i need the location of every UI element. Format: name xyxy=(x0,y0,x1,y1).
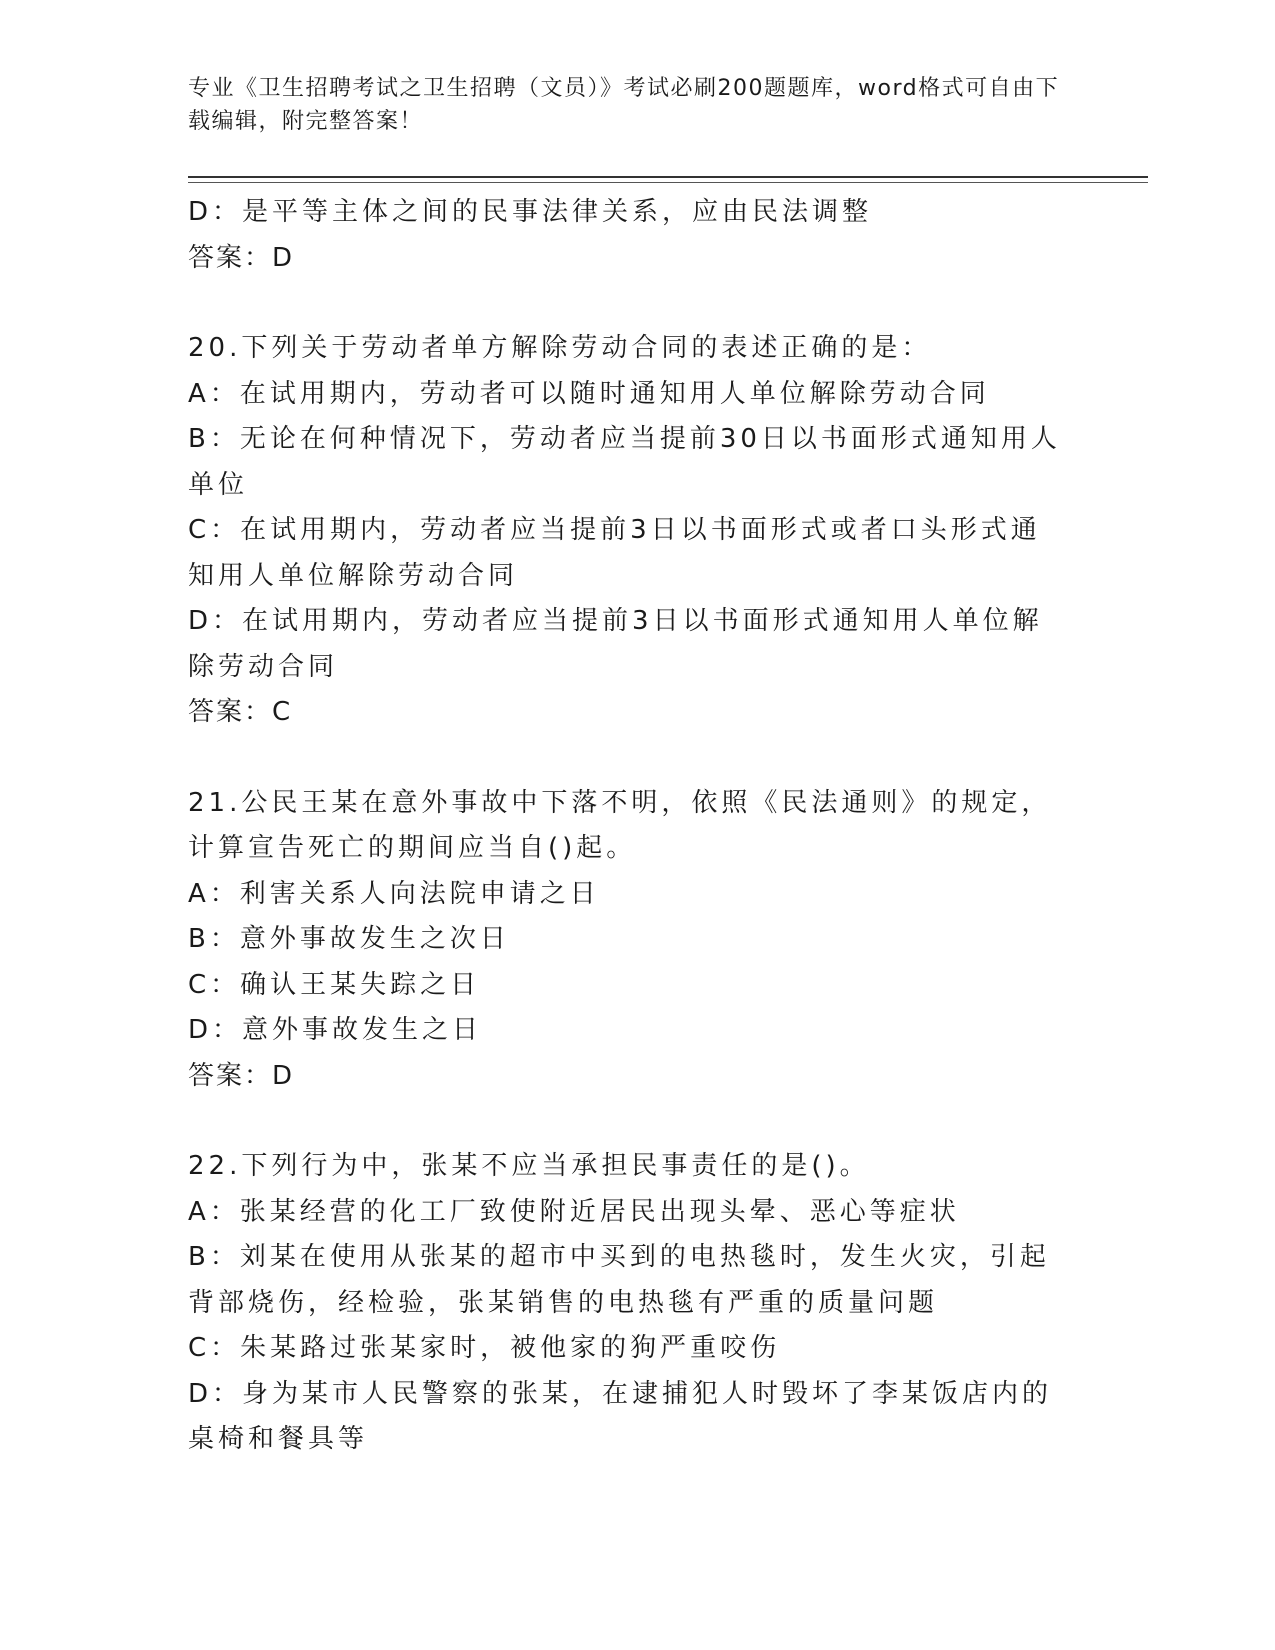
option-d: D：是平等主体之间的民事法律关系，应由民法调整 xyxy=(188,197,873,227)
question-20 xyxy=(188,326,1068,736)
option-d: D：意外事故发生之日 xyxy=(188,1015,483,1045)
question-21 xyxy=(188,781,1068,1100)
option-c: C：确认王某失踪之日 xyxy=(188,969,481,1000)
option-c: C：朱某路过张某家时，被他家的狗严重咬伤 xyxy=(188,1333,781,1363)
document-body xyxy=(188,190,1068,1463)
question-stem: 20.下列关于劳动者单方解除劳动合同的表述正确的是： xyxy=(188,333,932,363)
document-header: 专业《卫生招聘考试之卫生招聘（文员）》考试必刷200题题库，word格式可自由下载编辑，附完整答案！ xyxy=(188,76,1060,134)
option-a: A：张某经营的化工厂致使附近居民出现头晕、恶心等症状 xyxy=(188,1196,960,1227)
question-22 xyxy=(188,1144,1068,1463)
option-d: D：在试用期内，劳动者应当提前3日以书面形式通知用人单位解除劳动合同 xyxy=(188,606,1043,682)
header-divider-thin xyxy=(188,182,1148,183)
answer-line: 答案：D xyxy=(188,242,295,273)
option-c: C：在试用期内，劳动者应当提前3日以书面形式或者口头形式通知用人单位解除劳动合同 xyxy=(188,515,1041,591)
question-stem: 21.公民王某在意外事故中下落不明，依照《民法通则》的规定，计算宣告死亡的期间应当自()起。 xyxy=(188,787,1052,863)
option-b: B：刘某在使用从张某的超市中买到的电热毯时，发生火灾，引起背部烧伤，经检验，张某销售的电热毯有严重的质量问题 xyxy=(188,1242,1050,1318)
question-stem: 22.下列行为中，张某不应当承担民事责任的是()。 xyxy=(188,1151,870,1181)
option-b: B：无论在何种情况下，劳动者应当提前30日以书面形式通知用人单位 xyxy=(188,424,1061,500)
option-b: B：意外事故发生之次日 xyxy=(188,924,510,954)
option-a: A：在试用期内，劳动者可以随时通知用人单位解除劳动合同 xyxy=(188,378,990,409)
header-divider xyxy=(188,176,1148,178)
option-d: D：身为某市人民警察的张某，在逮捕犯人时毁坏了李某饭店内的桌椅和餐具等 xyxy=(188,1378,1053,1454)
option-a: A：利害关系人向法院申请之日 xyxy=(188,878,600,909)
answer-line: 答案：D xyxy=(188,1060,295,1091)
answer-line: 答案：C xyxy=(188,697,293,727)
